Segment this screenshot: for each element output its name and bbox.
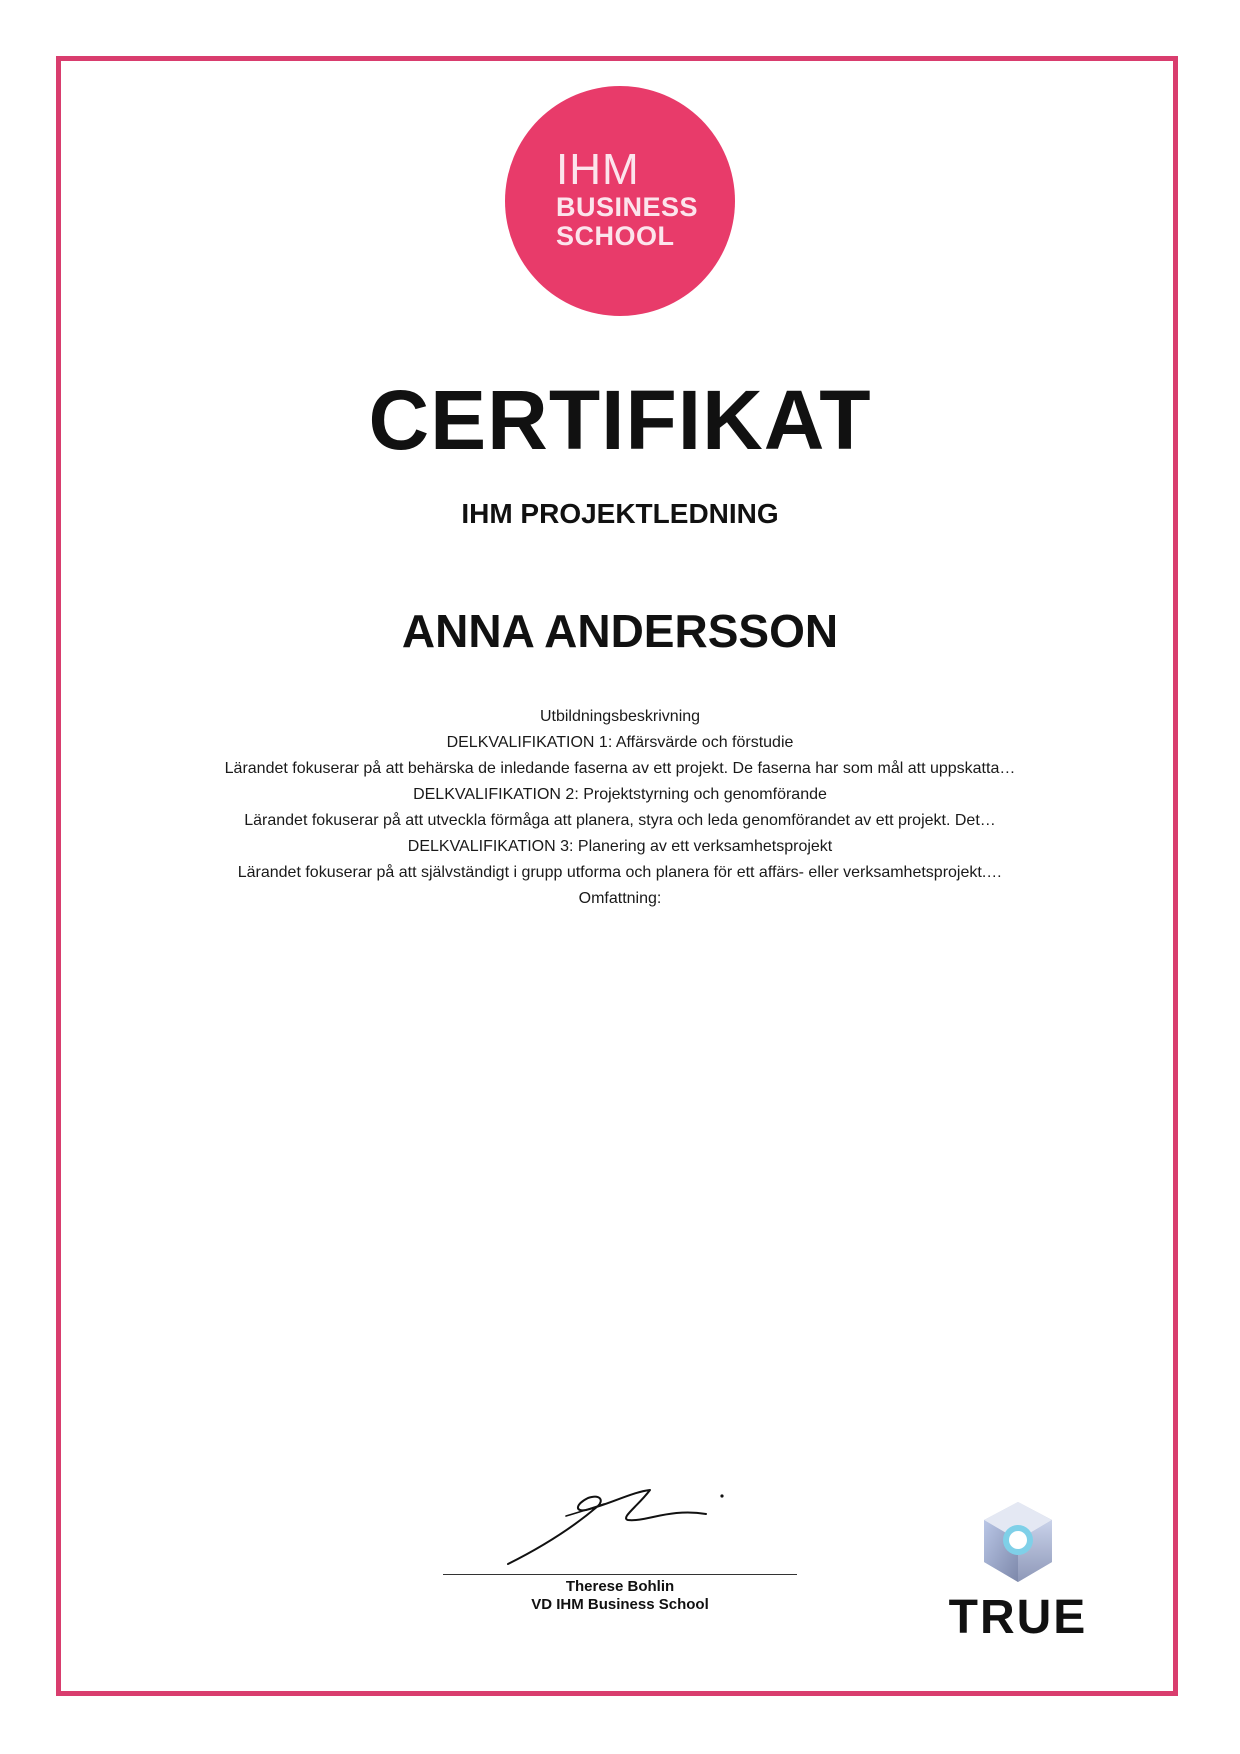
- description-line: Omfattning:: [578, 890, 662, 907]
- handwritten-signature: [500, 1486, 730, 1570]
- ihm-business-school-logo: [505, 86, 735, 316]
- logo-text-ihm: IHM: [556, 145, 640, 194]
- signatory-name: Therese Bohlin: [565, 1578, 675, 1595]
- true-cube-logo: [978, 1500, 1058, 1584]
- signature-line: [443, 1574, 797, 1575]
- recipient-name: ANNA ANDERSSON: [401, 605, 839, 657]
- description-line: Lärandet fokuserar på att självständigt i grupp utforma och planera för ett affärs- eller verksamhetsprojekt.…: [237, 864, 1003, 881]
- description-line: DELKVALIFIKATION 2: Projektstyrning och genomförande: [413, 786, 827, 803]
- description-heading: Utbildningsbeskrivning: [539, 708, 701, 725]
- description-line: DELKVALIFIKATION 1: Affärsvärde och förstudie: [446, 734, 794, 751]
- logo-text-school: SCHOOL: [556, 221, 675, 251]
- program-name: IHM PROJEKTLEDNING: [461, 498, 779, 529]
- signatory-role: VD IHM Business School: [531, 1596, 709, 1613]
- description-line: DELKVALIFIKATION 3: Planering av ett verksamhetsprojekt: [407, 838, 833, 855]
- description-line: Lärandet fokuserar på att behärska de inledande faserna av ett projekt. De faserna har som mål att uppskatta…: [224, 760, 1016, 777]
- partner-name: TRUE: [948, 1591, 1088, 1644]
- education-description: [0, 704, 1240, 912]
- logo-text-business: BUSINESS: [556, 192, 699, 222]
- certificate-title: CERTIFIKAT: [368, 373, 872, 467]
- description-line: Lärandet fokuserar på att utveckla förmåga att planera, styra och leda genomförandet av ett projekt. Det…: [244, 812, 996, 829]
